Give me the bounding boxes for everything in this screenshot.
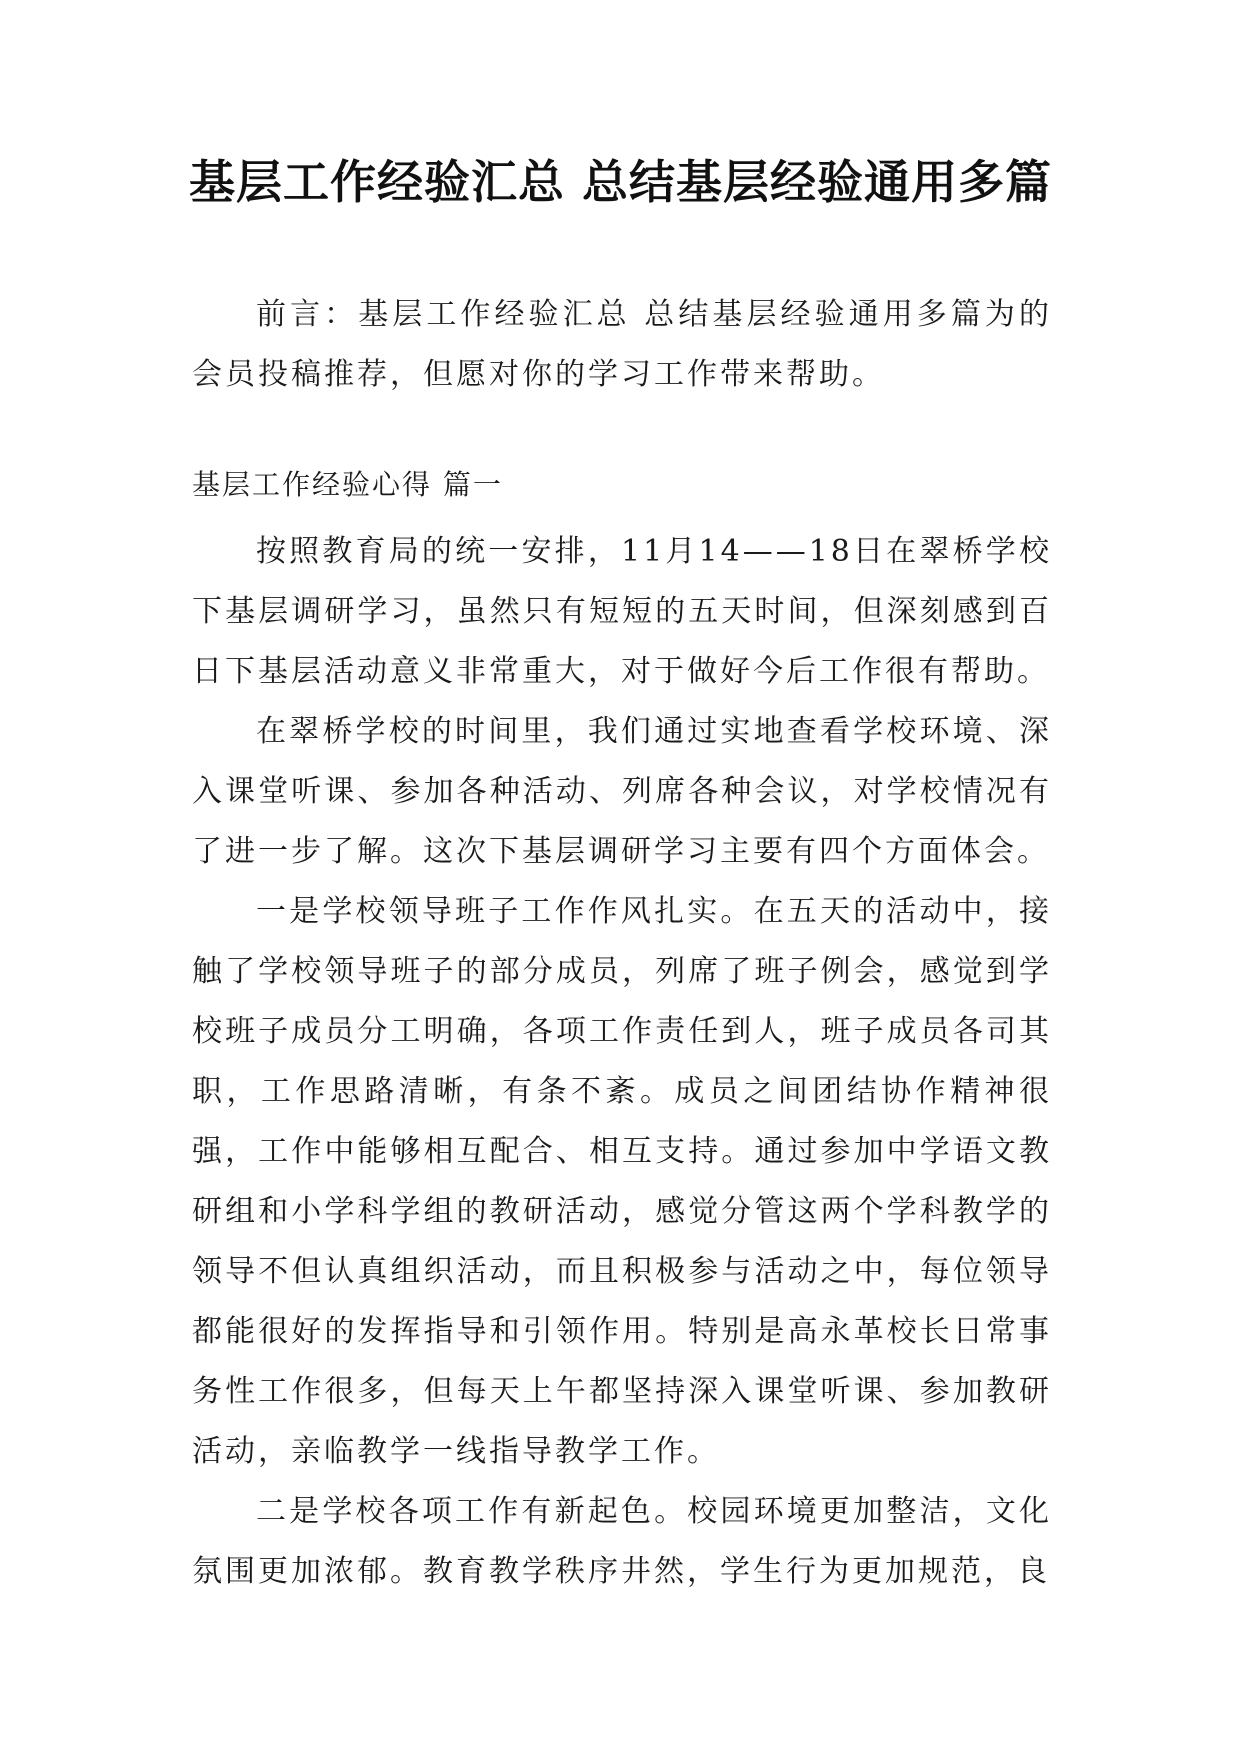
section-heading: 基层工作经验心得 篇一 [192,468,503,501]
body-paragraph: 一是学校领导班子工作作风扎实。在五天的活动中，接触了学校领导班子的部分成员，列席了班子例会，感觉到学校班子成员分工明确，各项工作责任到人，班子成员各司其职，工作思路清晰，有条不紊。成员之间团结协作精神很强，工作中能够相互配合、相互支持。通过参加中学语文教研组和小学科学组的教研活动，感觉分管这两个学科教学的领导不但认真组织活动，而且积极参与活动之中，每位领导都能很好的发挥指导和引领作用。特别是高永革校长日常事务性工作很多，但每天上午都坚持深入课堂听课、参加教研活动，亲临教学一线指导教学工作。 [192,894,1052,1469]
document-title: 基层工作经验汇总 总结基层经验通用多篇 [188,155,1052,209]
body-paragraph: 二是学校各项工作有新起色。校园环境更加整洁，文化氛围更加浓郁。教育教学秩序井然，学生行为更加规范，良 [192,1494,1052,1589]
preface-block [192,285,1052,405]
body-paragraph: 在翠桥学校的时间里，我们通过实地查看学校环境、深入课堂听课、参加各种活动、列席各种会议，对学校情况有了进一步了解。这次下基层调研学习主要有四个方面体会。 [192,714,1052,869]
body-text [192,522,1052,1602]
body-paragraph: 按照教育局的统一安排，11月14——18日在翠桥学校下基层调研学习，虽然只有短短的五天时间，但深刻感到百日下基层活动意义非常重大，对于做好今后工作很有帮助。 [192,534,1052,689]
preface-paragraph: 前言：基层工作经验汇总 总结基层经验通用多篇为的会员投稿推荐，但愿对你的学习工作带来帮助。 [192,297,1052,392]
